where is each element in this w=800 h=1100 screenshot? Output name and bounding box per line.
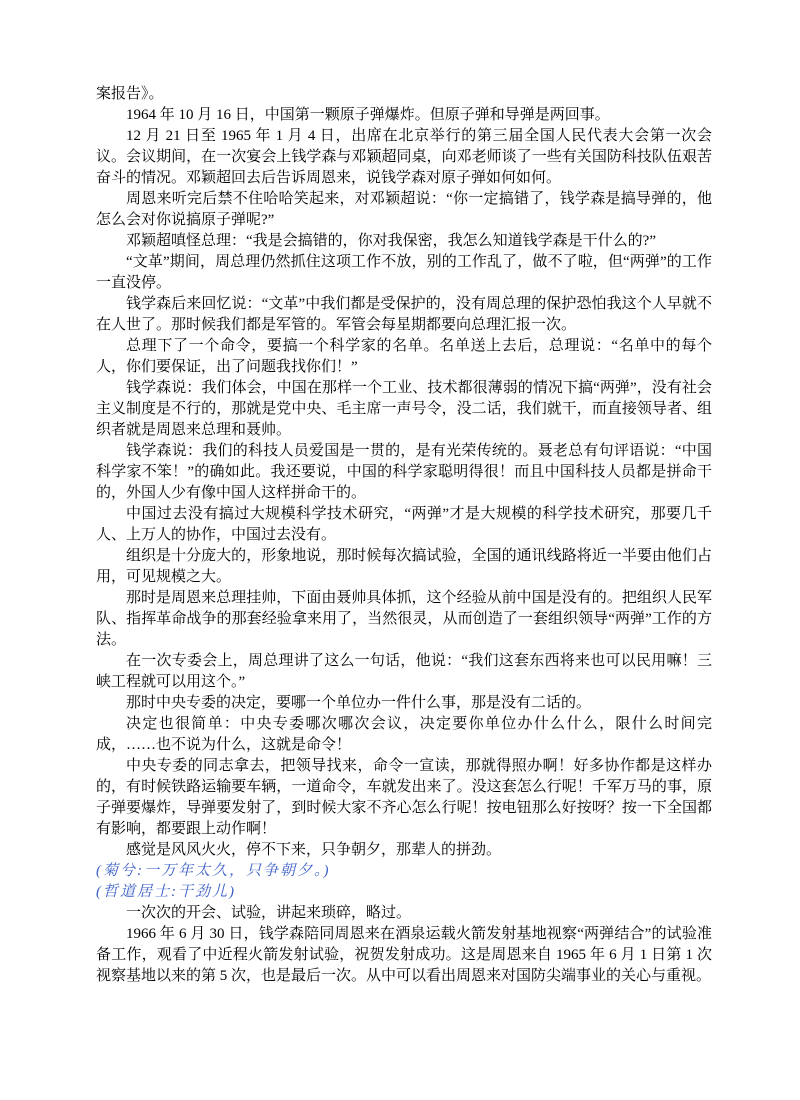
- paragraph: 总理下了一个命令，要搞一个科学家的名单。名单送上去后，总理说：“名单中的每个人，你们要保证，出了问题我找你们！”: [96, 338, 712, 375]
- paragraph: 中央专委的同志拿去，把领导找来，命令一宣读，那就得照办啊！好多协作都是这样办的，有时候铁路运输要车辆，一道命令，车就发出来了。没这套怎么行呢！千军万马的事，原子弹要爆炸，导弹要发射了，到时候大家不齐心怎么行呢！按电钮那么好按呀？按一下全国都有影响，都要跟上动作啊！: [96, 758, 712, 837]
- paragraph: 钱学森说：我们的科技人员爱国是一贯的，是有光荣传统的。聂老总有句评语说：“中国科学家不笨！”的确如此。我还要说，中国的科学家聪明得很！而且中国科技人员都是拼命干的，外国人少有像中国人这样拼命干的。: [96, 443, 712, 501]
- document-text-block: [96, 84, 712, 987]
- paragraph: 那时是周恩来总理挂帅，下面由聂帅具体抓，这个经验从前中国是没有的。把组织人民军队、指挥革命战争的那套经验拿来用了，当然很灵，从而创造了一套组织领导“两弹”工作的方法。: [96, 590, 712, 648]
- paragraph: 那时中央专委的决定，要哪一个单位办一件什么事，那是没有二话的。: [126, 695, 592, 711]
- paragraph: 在一次专委会上，周总理讲了这么一句话，他说：“我们这套东西将来也可以民用嘛！三峡工程就可以用这个。”: [96, 653, 712, 690]
- annotation-line: (菊兮:一万年太久，只争朝夕。): [96, 863, 331, 879]
- paragraph: 1966 年 6 月 30 日，钱学森陪同周恩来在酒泉运载火箭发射基地视察“两弹结合”的试验准备工作，观看了中近程火箭发射试验，祝贺发射成功。这是周恩来自 1965 年 6 月 1 日第 1 次视察基地以来的第 5 次，也是最后一次。从中可以看出周恩来对国防尖端事业的关心与重视。: [96, 926, 712, 984]
- paragraph: 12 月 21 日至 1965 年 1 月 4 日，出席在北京举行的第三届全国人民代表大会第一次会议。会议期间，在一次宴会上钱学森与邓颖超同桌，向邓老师谈了一些有关国防科技队伍艰苦奋斗的情况。邓颖超回去后告诉周恩来，说钱学森对原子弹如何如何。: [96, 128, 712, 186]
- paragraph: 案报告》。: [96, 86, 164, 102]
- paragraph: 周恩来听完后禁不住哈哈笑起来，对邓颖超说：“你一定搞错了，钱学森是搞导弹的，他怎么会对你说搞原子弹呢?”: [96, 191, 712, 228]
- annotation-line: (哲道居士:干劲儿): [96, 884, 236, 900]
- paragraph: 钱学森后来回忆说：“文革”中我们都是受保护的，没有周总理的保护恐怕我这个人早就不在人世了。那时候我们都是军管的。军管会每星期都要向总理汇报一次。: [96, 296, 712, 333]
- paragraph: “文革”期间，周总理仍然抓住这项工作不放，别的工作乱了，做不了啦，但“两弹”的工作一直没停。: [96, 254, 712, 291]
- paragraph: 1964 年 10 月 16 日，中国第一颗原子弹爆炸。但原子弹和导弹是两回事。: [126, 107, 610, 123]
- paragraph: 邓颖超嗔怪总理：“我是会搞错的，你对我保密，我怎么知道钱学森是干什么的?”: [126, 233, 656, 249]
- paragraph: 决定也很简单：中央专委哪次哪次会议，决定要你单位办什么什么，限什么时间完成，……也不说为什么，这就是命令！: [96, 716, 712, 753]
- paragraph: 中国过去没有搞过大规模科学技术研究，“两弹”才是大规模的科学技术研究，那要几千人、上万人的协作，中国过去没有。: [96, 506, 712, 543]
- paragraph: 感觉是风风火火，停不下来，只争朝夕，那辈人的拼劲。: [126, 842, 502, 858]
- paragraph: 钱学森说：我们体会，中国在那样一个工业、技术都很薄弱的情况下搞“两弹”，没有社会主义制度是不行的，那就是党中央、毛主席一声号令，没二话，我们就干，而直接领导者、组织者就是周恩来总理和聂帅。: [96, 380, 712, 438]
- paragraph: 组织是十分庞大的，形象地说，那时候每次搞试验，全国的通讯线路将近一半要由他们占用，可见规模之大。: [96, 548, 712, 585]
- paragraph: 一次次的开会、试验，讲起来琐碎，略过。: [126, 905, 412, 921]
